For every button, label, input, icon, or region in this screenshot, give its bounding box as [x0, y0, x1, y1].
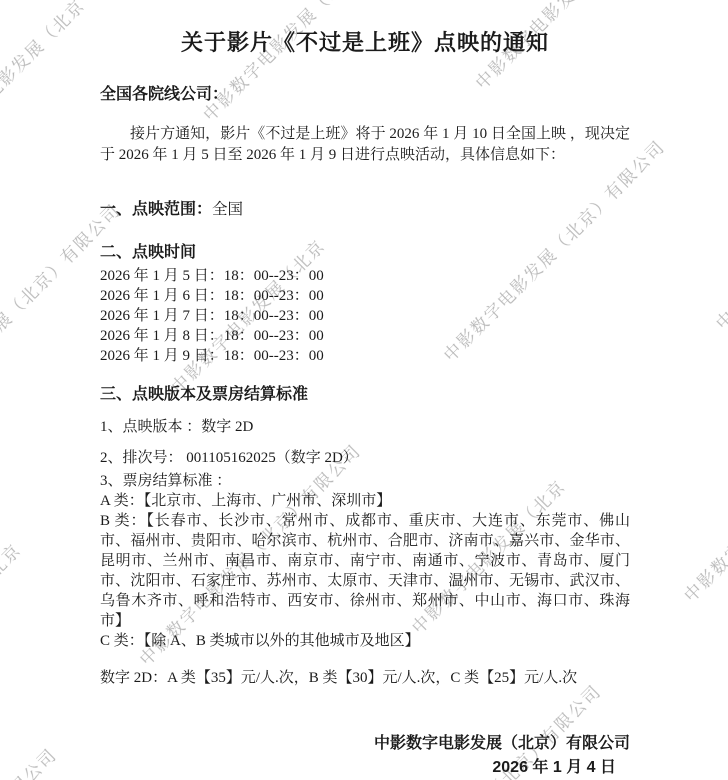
section3-heading: 三、点映版本及票房结算标准 [100, 386, 309, 403]
company-signature: 中影数字电影发展（北京）有限公司 [373, 735, 630, 752]
time-line: 2026 年 1 月 6 日：18：00--23：00 [100, 288, 324, 304]
notice-content [100, 28, 630, 780]
salutation: 全国各院线公司： [100, 86, 229, 103]
section1-value: 全国 [212, 201, 244, 218]
time-line: 2026 年 1 月 5 日：18：00--23：00 [100, 268, 324, 284]
settlement-standard-item: 3、票房结算标准 ： [100, 473, 232, 489]
pricing-line: 数字 2D：A 类【35】元/人.次，B 类【30】元/人.次，C 类【25】元/人.次 [100, 670, 578, 686]
screening-version-item: 1、点映版本 ：数字 2D [100, 419, 254, 435]
time-line: 2026 年 1 月 7 日：18：00--23：00 [100, 308, 324, 324]
time-line: 2026 年 1 月 8 日：18：00--23：00 [100, 328, 324, 344]
section1-heading: 一、点映范围： [100, 201, 213, 218]
sequence-number-item: 2、排次号： 001105162025（数字 2D） [100, 450, 358, 466]
section2-heading: 二、点映时间 [100, 244, 197, 261]
class-a-cities: A 类：【北京市、上海市、广州市、深圳市】 [100, 493, 392, 509]
signature-date: 2026 年 1 月 4 日 [492, 759, 616, 776]
time-line: 2026 年 1 月 9 日：18：00--23：00 [100, 348, 324, 364]
document-title: 关于影片《不过是上班》点映的通知 [180, 30, 549, 55]
section1-heading-row [100, 199, 630, 220]
screening-times-list [100, 266, 630, 366]
signature-block [100, 732, 630, 780]
intro-paragraph: 接片方通知，影片《不过是上班》将于 2026 年 1 月 10 日全国上映 ，现决定于 2026 年 1 月 5 日至 2026 年 1 月 9 日进行点映活动，具体信息如下： [100, 126, 630, 163]
class-c-cities: C 类：【除 A、B 类城市以外的其他城市及地区】 [100, 633, 420, 649]
class-b-cities: B 类：【长春市、长沙市、常州市、成都市、重庆市、大连市、东莞市、佛山市、福州市、贵阳市、哈尔滨市、杭州市、合肥市、济南市、嘉兴市、金华市、昆明市、兰州市、南昌市、南京市、南宁市、南通市、宁波市、青岛市、厦门市、沈阳市、石家庄市、苏州市、太原市、天津市、温州市、无锡市、武汉市、乌鲁木齐市、呼和浩特市、西安市、徐州市、郑州市、中山市、海口市、珠海市】 [100, 513, 630, 629]
